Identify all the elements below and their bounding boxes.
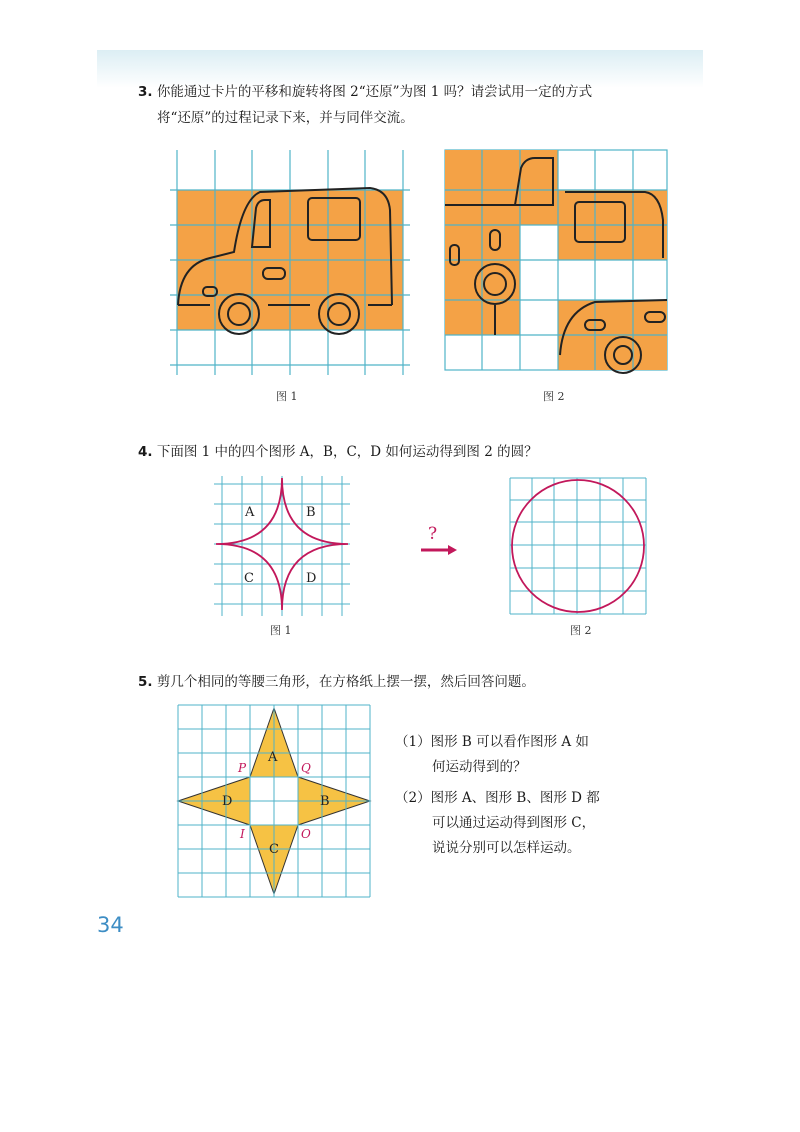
q4-arrow-question: ?	[428, 524, 438, 544]
q4-label-b: B	[306, 505, 316, 520]
q5-sub2-line2: 可以通过运动得到图形 C，	[432, 815, 596, 831]
question-5-number: 5.	[138, 674, 153, 690]
q3-figure-2-scrambled-car	[445, 150, 675, 375]
q5-point-q: Q	[301, 761, 311, 775]
q5-sub2-line1: （2）图形 A、图形 B、图形 D 都	[395, 790, 600, 806]
question-5-line	[138, 670, 535, 694]
page-number: 34	[97, 913, 124, 937]
question-4-number: 4.	[138, 444, 153, 460]
q3-figure-1-car	[170, 150, 410, 375]
q5-label-d: D	[222, 794, 233, 809]
question-3-number: 3.	[138, 84, 153, 100]
q5-point-i: I	[240, 827, 245, 841]
question-3-line2: 将“还原”的过程记录下来，并与同伴交流。	[157, 110, 414, 126]
q4-figure-2-circle	[508, 476, 648, 616]
q4-caption-figure-1: 图 1	[270, 624, 292, 637]
q3-caption-figure-1: 图 1	[276, 390, 298, 403]
q5-label-a: A	[268, 750, 278, 765]
q4-label-d: D	[306, 571, 317, 586]
question-3-line1	[138, 80, 592, 104]
q4-fig2-grid	[510, 478, 646, 614]
q5-label-b: B	[320, 794, 330, 809]
q5-grid	[178, 705, 370, 897]
q5-sub1-line1: （1）图形 B 可以看作图形 A 如	[395, 734, 589, 750]
right-arrow-icon	[420, 544, 458, 556]
q5-label-c: C	[269, 842, 279, 857]
q5-point-p: P	[238, 761, 247, 775]
q5-sub2-line3: 说说分别可以怎样运动。	[432, 840, 581, 856]
q4-figure-1-four-shapes	[214, 476, 350, 616]
question-4-line	[138, 440, 538, 464]
question-4-text: 下面图 1 中的四个图形 A，B，C，D 如何运动得到图 2 的圆？	[156, 444, 538, 460]
question-3-text: 你能通过卡片的平移和旋转将图 2“还原”为图 1 吗？请尝试用一定的方式	[156, 84, 593, 100]
q4-label-a: A	[245, 505, 255, 520]
q5-sub1-line2: 何运动得到的？	[432, 759, 527, 775]
q5-figure-triangles	[178, 705, 370, 897]
q4-caption-figure-2: 图 2	[570, 624, 592, 637]
q4-label-c: C	[244, 571, 254, 586]
question-5-text: 剪几个相同的等腰三角形，在方格纸上摆一摆，然后回答问题。	[156, 674, 535, 690]
q5-point-o: O	[301, 827, 311, 841]
q3-caption-figure-2: 图 2	[543, 390, 565, 403]
